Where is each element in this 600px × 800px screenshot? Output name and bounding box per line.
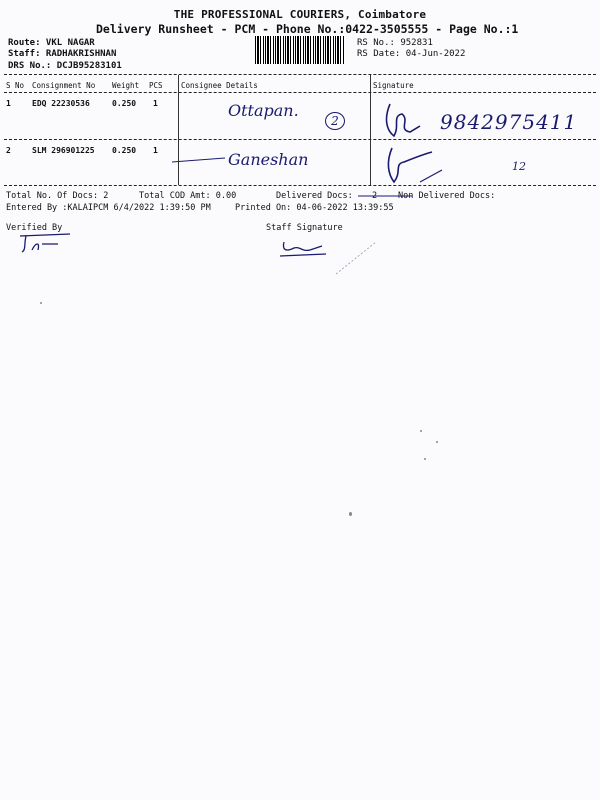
delivered-docs-count: 2: [372, 191, 378, 201]
row1-circled-mark: 2: [325, 112, 345, 130]
row1-phone-handwriting: 9842975411: [440, 110, 578, 134]
scanner-smudge: [332, 238, 382, 278]
row1-consignment: EDQ 22230536: [32, 99, 90, 108]
scan-speck: [420, 430, 422, 432]
row1-sno: 1: [6, 99, 11, 108]
rs-number: RS No.: 952831: [357, 38, 433, 48]
col-header-weight: Weight: [112, 81, 140, 90]
scan-speck: [349, 512, 352, 516]
runsheet-subtitle: Delivery Runsheet - PCM - Phone No.:0422-3505555 - Page No.:1: [96, 22, 519, 36]
row2-ink-stroke: [170, 150, 230, 170]
row2-pcs: 1: [153, 146, 158, 155]
route-label: Route: VKL NAGAR: [8, 38, 95, 48]
table-bottom-rule: [4, 185, 596, 186]
staff-signature-scribble: [276, 236, 336, 260]
total-docs: Total No. Of Docs: 2: [6, 191, 109, 201]
total-cod: Total COD Amt: 0.00: [139, 191, 237, 201]
barcode: [255, 36, 345, 64]
col-header-consignment: Consignment No: [32, 81, 96, 90]
row2-signature-scribble: [380, 142, 450, 192]
scan-speck: [40, 302, 42, 304]
scan-speck: [436, 441, 438, 443]
verified-by-label: Verified By: [6, 223, 63, 233]
col-header-signature: Signature: [373, 81, 414, 90]
drs-number: DRS No.: DCJB95283101: [8, 61, 122, 71]
col-header-sno: S No: [6, 81, 25, 90]
col-header-consignee: Consignee Details: [181, 81, 258, 90]
row-divider: [4, 139, 596, 140]
row1-signature-scribble: [380, 96, 430, 146]
row1-consignee-handwriting: Ottapan.: [228, 101, 299, 120]
printed-on: Printed On: 04-06-2022 13:39:55: [235, 203, 394, 213]
row2-consignee-handwriting: Ganeshan: [228, 150, 309, 169]
delivered-docs-label: Delivered Docs:: [276, 191, 353, 201]
table-top-rule: [4, 74, 596, 75]
row1-pcs: 1: [153, 99, 158, 108]
row2-mark-handwriting: 12: [512, 160, 526, 173]
delivered-ink-strike: [356, 186, 416, 202]
row2-weight: 0.250: [112, 146, 137, 155]
row1-weight: 0.250: [112, 99, 137, 108]
row2-consignment: SLM 296901225: [32, 146, 95, 155]
column-divider: [370, 75, 371, 185]
col-header-pcs: PCS: [149, 81, 163, 90]
staff-label: Staff: RADHAKRISHNAN: [8, 49, 117, 59]
scan-speck: [424, 458, 426, 460]
rs-date: RS Date: 04-Jun-2022: [357, 49, 466, 59]
verified-by-signature: [18, 232, 78, 256]
staff-signature-label: Staff Signature: [266, 223, 343, 233]
non-delivered-docs-label: Non Delivered Docs:: [398, 191, 496, 201]
row2-sno: 2: [6, 146, 11, 155]
company-title: THE PROFESSIONAL COURIERS, Coimbatore: [173, 8, 427, 21]
table-header-rule: [4, 92, 596, 93]
entered-by: Entered By :KALAIPCM 6/4/2022 1:39:50 PM: [6, 203, 211, 213]
